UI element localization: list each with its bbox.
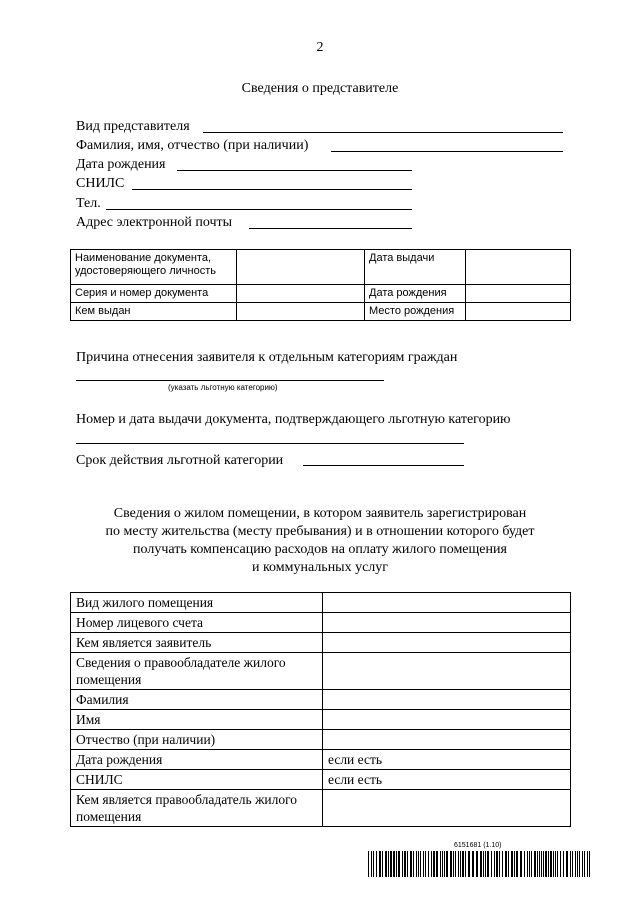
housing-row-value[interactable]: если есть bbox=[323, 770, 571, 790]
barcode-bar bbox=[579, 851, 580, 877]
housing-row-value[interactable]: если есть bbox=[323, 750, 571, 770]
issued-by-label: Кем выдан bbox=[71, 303, 237, 321]
housing-row-value[interactable] bbox=[323, 653, 571, 690]
barcode-bar bbox=[491, 851, 492, 877]
birth-place-label: Место рождения bbox=[365, 303, 466, 321]
barcode-bar bbox=[502, 851, 503, 877]
housing-row-label: Кем является правообладатель жилого помещения bbox=[71, 790, 323, 827]
barcode-bar bbox=[420, 851, 421, 877]
input-benefit-validity[interactable] bbox=[303, 465, 464, 466]
housing-row-value[interactable] bbox=[323, 593, 571, 613]
benefit-reason-hint: (указать льготную категорию) bbox=[168, 383, 278, 392]
issue-date-value[interactable] bbox=[466, 250, 571, 285]
housing-row-label: Имя bbox=[71, 710, 323, 730]
field-label: Фамилия, имя, отчество (при наличии) bbox=[76, 138, 309, 153]
barcode-bar bbox=[545, 851, 547, 877]
doc-name-value[interactable] bbox=[237, 250, 365, 285]
doc-name-label: Наименование документа, удостоверяющего личность bbox=[71, 250, 237, 285]
housing-row-value[interactable] bbox=[323, 690, 571, 710]
barcode-bar bbox=[563, 851, 564, 877]
barcode-bar bbox=[379, 851, 381, 877]
input-benefit-reason[interactable] bbox=[76, 380, 384, 381]
barcode-bar bbox=[476, 851, 478, 877]
barcode-bar bbox=[560, 851, 561, 877]
barcode-bar bbox=[371, 851, 372, 877]
field-label: Тел. bbox=[76, 196, 101, 211]
barcode-icon bbox=[368, 851, 590, 877]
series-number-value[interactable] bbox=[237, 285, 365, 303]
field-email bbox=[76, 214, 232, 232]
doc-birth-date-label: Дата рождения bbox=[365, 285, 466, 303]
barcode-bar bbox=[582, 851, 583, 877]
housing-row-label: Фамилия bbox=[71, 690, 323, 710]
housing-row-value[interactable] bbox=[323, 790, 571, 827]
barcode-bar bbox=[462, 851, 464, 877]
representative-title: Сведения о представителе bbox=[241, 81, 399, 96]
barcode-bar bbox=[446, 851, 448, 877]
input-benefit-document[interactable] bbox=[76, 443, 464, 444]
input-representative-type[interactable] bbox=[203, 132, 563, 133]
barcode-bar bbox=[527, 851, 528, 877]
barcode-bar bbox=[442, 851, 443, 877]
barcode-bar bbox=[440, 851, 441, 877]
barcode-bar bbox=[534, 851, 536, 877]
field-phone bbox=[76, 195, 101, 213]
housing-row-label: Дата рождения bbox=[71, 750, 323, 770]
barcode-bar bbox=[433, 851, 435, 877]
barcode-bar bbox=[566, 851, 568, 877]
barcode-bar bbox=[505, 851, 507, 877]
barcode-bar bbox=[529, 851, 530, 877]
barcode-bar bbox=[418, 851, 419, 877]
housing-row-value[interactable] bbox=[323, 730, 571, 750]
housing-row-label: Вид жилого помещения bbox=[71, 593, 323, 613]
barcode-bar bbox=[402, 851, 403, 877]
barcode-bar bbox=[516, 851, 518, 877]
barcode-bar bbox=[368, 851, 369, 877]
barcode-bar bbox=[575, 851, 576, 877]
barcode-bar bbox=[404, 851, 406, 877]
barcode-bar bbox=[396, 851, 397, 877]
benefit-validity-label: Срок действия льготной категории bbox=[76, 453, 284, 468]
barcode-bar bbox=[393, 851, 395, 877]
barcode-bar bbox=[531, 851, 532, 877]
barcode-bar bbox=[436, 851, 438, 877]
barcode-bar bbox=[487, 851, 489, 877]
housing-row-label: Отчество (при наличии) bbox=[71, 730, 323, 750]
housing-table bbox=[70, 592, 571, 827]
barcode-bar bbox=[450, 851, 452, 877]
barcode-bar bbox=[555, 851, 556, 877]
barcode-bar bbox=[570, 851, 571, 877]
issued-by-value[interactable] bbox=[237, 303, 365, 321]
barcode-bar bbox=[428, 851, 429, 877]
barcode-bar bbox=[388, 851, 389, 877]
id-document-table bbox=[70, 249, 571, 321]
input-email[interactable] bbox=[249, 228, 412, 229]
housing-row-value[interactable] bbox=[323, 613, 571, 633]
barcode-bar bbox=[376, 851, 377, 877]
benefit-reason-label: Причина отнесения заявителя к отдельным категориям граждан bbox=[76, 350, 458, 365]
housing-row-label: СНИЛС bbox=[71, 770, 323, 790]
barcode-bar bbox=[543, 851, 544, 877]
barcode-bar bbox=[587, 851, 588, 877]
barcode-bar bbox=[514, 851, 515, 877]
barcode-bar bbox=[480, 851, 482, 877]
barcode-bar bbox=[465, 851, 466, 877]
barcode-bar bbox=[511, 851, 513, 877]
barcode-bar bbox=[468, 851, 470, 877]
housing-title-line-3: получать компенсацию расходов на оплату жилого помещения bbox=[133, 542, 507, 557]
series-number-label: Серия и номер документа bbox=[71, 285, 237, 303]
barcode-bar bbox=[494, 851, 495, 877]
housing-title-line-2: по месту жительства (месту пребывания) и в отношении которого будет bbox=[105, 524, 535, 539]
field-label: СНИЛС bbox=[76, 176, 125, 191]
barcode-bar bbox=[472, 851, 474, 877]
field-representative-type bbox=[76, 118, 190, 136]
barcode-bar bbox=[423, 851, 424, 877]
input-full-name[interactable] bbox=[331, 151, 563, 152]
field-label: Вид представителя bbox=[76, 119, 190, 134]
barcode-bar bbox=[548, 851, 549, 877]
field-label: Адрес электронной почты bbox=[76, 215, 233, 230]
barcode-bar bbox=[508, 851, 509, 877]
field-full-name bbox=[76, 137, 308, 155]
barcode-bar bbox=[589, 851, 590, 877]
housing-row-value[interactable] bbox=[323, 710, 571, 730]
field-birth-date bbox=[76, 156, 166, 174]
barcode-bar bbox=[444, 851, 445, 877]
barcode-bar bbox=[539, 851, 540, 877]
barcode-bar bbox=[431, 851, 432, 877]
barcode-bar bbox=[460, 851, 461, 877]
barcode-bar bbox=[550, 851, 552, 877]
issue-date-label: Дата выдачи bbox=[365, 250, 466, 285]
housing-row-value[interactable] bbox=[323, 633, 571, 653]
barcode-bar bbox=[520, 851, 522, 877]
barcode-bar bbox=[385, 851, 387, 877]
input-phone[interactable] bbox=[106, 209, 412, 210]
barcode-bar bbox=[524, 851, 525, 877]
barcode-bar bbox=[572, 851, 573, 877]
field-snils bbox=[76, 175, 124, 193]
housing-row-label: Сведения о правообладателе жилого помещения bbox=[71, 653, 323, 690]
housing-title-line-1: Сведения о жилом помещении, в котором заявитель зарегистрирован bbox=[113, 506, 527, 521]
barcode-bar bbox=[373, 851, 374, 877]
barcode-bar bbox=[496, 851, 498, 877]
barcode-bar bbox=[557, 851, 558, 877]
benefit-document-label: Номер и дата выдачи документа, подтверждающего льготную категорию bbox=[76, 412, 511, 427]
barcode-bar bbox=[390, 851, 392, 877]
housing-row-label: Номер лицевого счета bbox=[71, 613, 323, 633]
barcode-bar bbox=[413, 851, 414, 877]
barcode-bar bbox=[577, 851, 578, 877]
barcode-bar bbox=[416, 851, 417, 877]
barcode-bar bbox=[483, 851, 484, 877]
barcode-bar bbox=[537, 851, 538, 877]
input-birth-date[interactable] bbox=[177, 170, 412, 171]
housing-title-line-4: и коммунальных услуг bbox=[251, 560, 389, 575]
barcode-bar bbox=[425, 851, 426, 877]
input-snils[interactable] bbox=[132, 189, 412, 190]
page-number: 2 bbox=[316, 40, 324, 55]
barcode-bar bbox=[410, 851, 412, 877]
barcode-bar bbox=[455, 851, 456, 877]
field-label: Дата рождения bbox=[76, 157, 166, 172]
barcode-bar bbox=[458, 851, 459, 877]
barcode-bar bbox=[382, 851, 383, 877]
barcode-bar bbox=[453, 851, 454, 877]
barcode-bar bbox=[541, 851, 542, 877]
barcode-number: 6151681 (1.10) bbox=[454, 842, 502, 849]
barcode-bar bbox=[499, 851, 500, 877]
birth-place-value[interactable] bbox=[466, 303, 571, 321]
barcode-bar bbox=[584, 851, 585, 877]
doc-birth-date-value[interactable] bbox=[466, 285, 571, 303]
barcode-bar bbox=[407, 851, 408, 877]
barcode-bar bbox=[553, 851, 554, 877]
housing-row-label: Кем является заявитель bbox=[71, 633, 323, 653]
barcode-bar bbox=[398, 851, 400, 877]
barcode-bar bbox=[485, 851, 486, 877]
